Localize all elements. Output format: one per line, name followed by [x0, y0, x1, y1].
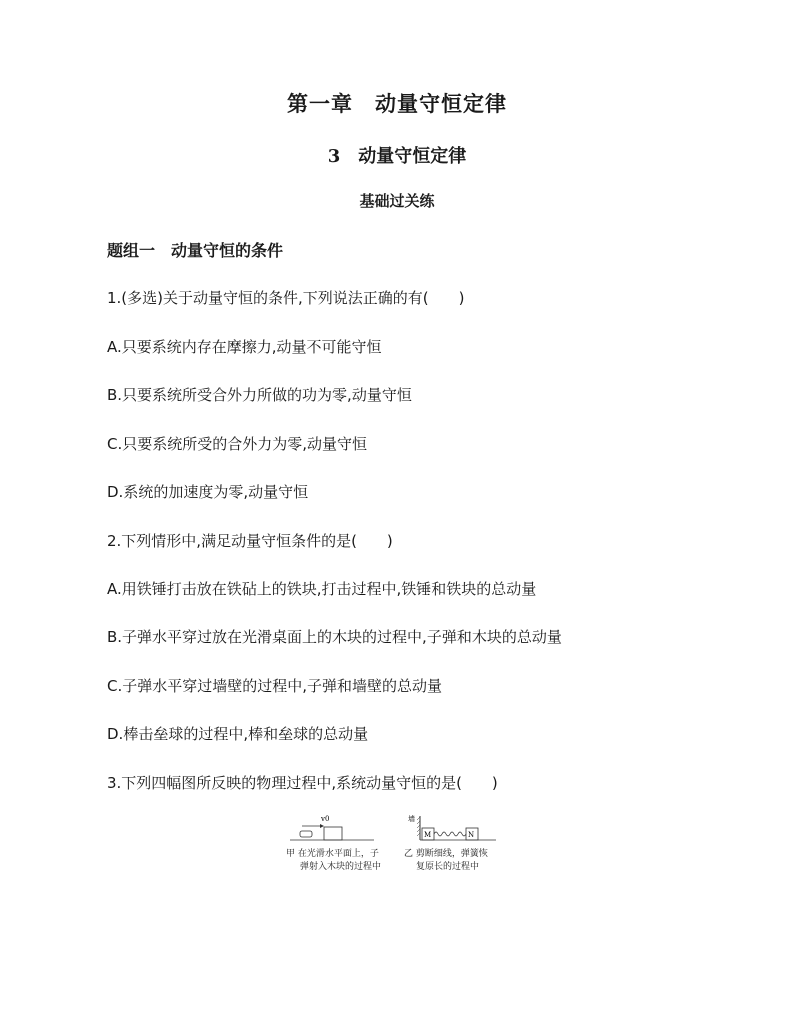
figure-yi-caption-line1: 乙 剪断细线，弹簧恢	[404, 849, 488, 859]
q2-option-c: C.子弹水平穿过墙壁的过程中,子弹和墙壁的总动量	[107, 677, 443, 695]
chapter-title: 第一章 动量守恒定律	[287, 91, 507, 116]
q2-option-a: A.用铁锤打击放在铁砧上的铁块,打击过程中,铁锤和铁块的总动量	[107, 580, 537, 598]
q2-option-b: B.子弹水平穿过放在光滑桌面上的木块的过程中,子弹和木块的总动量	[107, 628, 562, 646]
q3-figures	[280, 812, 520, 882]
subsection-title: 基础过关练	[359, 192, 435, 210]
bullet-shape	[300, 831, 312, 837]
section-title: 3 动量守恒定律	[327, 146, 467, 167]
q1-stem: 1.(多选)关于动量守恒的条件,下列说法正确的有( )	[107, 289, 465, 307]
figure-jia-diagram	[288, 812, 388, 848]
figure-jia-caption-line2: 弹射入木块的过程中	[300, 862, 382, 872]
q2-option-d: D.棒击垒球的过程中,棒和垒球的总动量	[107, 725, 369, 743]
m-label: M	[424, 831, 432, 839]
q1-option-d: D.系统的加速度为零,动量守恒	[107, 483, 309, 501]
group-title: 题组一 动量守恒的条件	[107, 241, 284, 260]
q2-stem: 2.下列情形中,满足动量守恒条件的是( )	[107, 532, 393, 550]
q1-option-c: C.只要系统所受的合外力为零,动量守恒	[107, 435, 368, 453]
figure-yi-diagram	[406, 812, 516, 848]
spring-shape	[434, 832, 466, 836]
q1-option-a: A.只要系统内存在摩擦力,动量不可能守恒	[107, 338, 382, 356]
wall-label: 墙	[408, 815, 415, 823]
figure-yi-caption-line2: 复原长的过程中	[416, 862, 480, 872]
q3-stem: 3.下列四幅图所反映的物理过程中,系统动量守恒的是( )	[107, 774, 498, 792]
arrow-head	[320, 824, 324, 828]
n-label: N	[468, 831, 475, 839]
v0-label: v0	[321, 815, 330, 823]
wood-block	[324, 827, 342, 840]
figure-jia-caption-line1: 甲 在光滑水平面上，子	[286, 849, 379, 859]
q1-option-b: B.只要系统所受合外力所做的功为零,动量守恒	[107, 386, 412, 404]
